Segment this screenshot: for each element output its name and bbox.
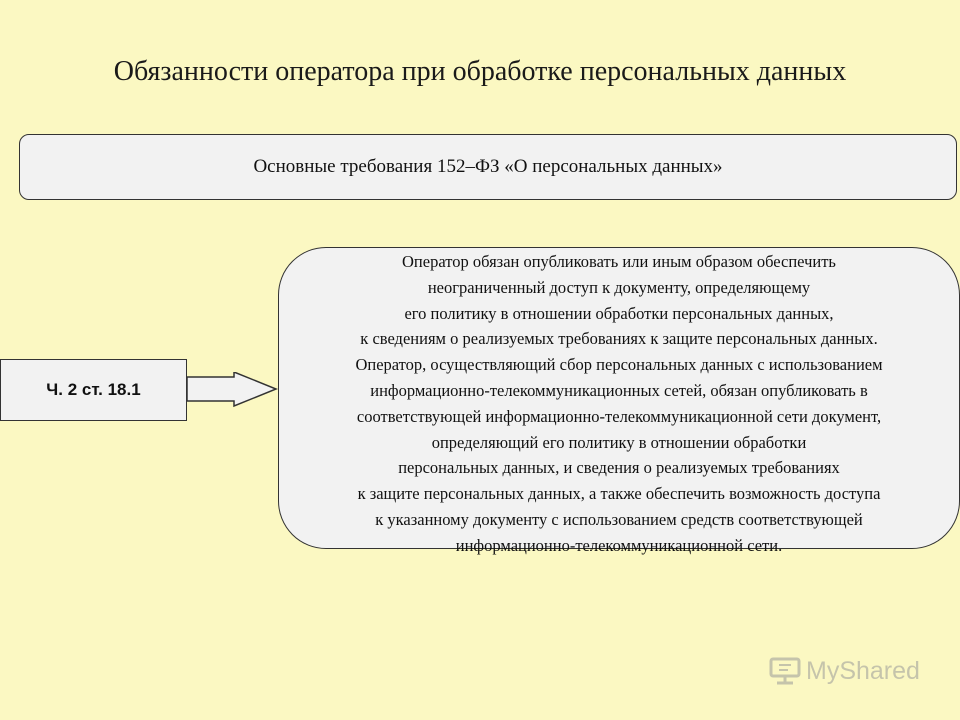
requirements-header-text: Основные требования 152–ФЗ «О персональных данных» bbox=[253, 156, 723, 177]
operator-obligations-box bbox=[278, 247, 960, 555]
presentation-icon bbox=[768, 656, 802, 686]
requirements-header-box bbox=[19, 134, 957, 200]
obligations-line: к защите персональных данных, а также обеспечить возможность доступа bbox=[357, 484, 881, 504]
obligations-line: к сведениям о реализуемых требованиях к защите персональных данных. bbox=[360, 329, 878, 349]
watermark-text: MyShared bbox=[806, 656, 920, 685]
obligations-line: к указанному документу с использованием средств соответствующей bbox=[375, 509, 863, 529]
obligations-line: информационно-телекоммуникационной сети. bbox=[455, 535, 783, 555]
obligations-line: неограниченный доступ к документу, определяющему bbox=[427, 277, 811, 297]
obligations-line: Оператор обязан опубликовать или иным образом обеспечить bbox=[402, 252, 836, 271]
article-reference-box bbox=[0, 359, 187, 421]
obligations-line: Оператор, осуществляющий сбор персональных данных с использованием bbox=[355, 355, 883, 375]
slide-title: Обязанности оператора при обработке персональных данных bbox=[113, 56, 847, 87]
arrow-right-icon bbox=[187, 372, 280, 438]
obligations-line: персональных данных, и сведения о реализуемых требованиях bbox=[398, 458, 840, 478]
obligations-line: его политику в отношении обработки персональных данных, bbox=[404, 303, 834, 323]
article-reference-label: Ч. 2 ст. 18.1 bbox=[46, 380, 141, 399]
obligations-line: информационно-телекоммуникационных сетей, обязан опубликовать в bbox=[370, 380, 868, 400]
obligations-text bbox=[279, 249, 959, 559]
obligations-line: определяющий его политику в отношении обработки bbox=[431, 432, 807, 452]
watermark-logo bbox=[768, 656, 920, 686]
obligations-line: соответствующей информационно-телекоммуникационной сети документ, bbox=[356, 406, 882, 426]
